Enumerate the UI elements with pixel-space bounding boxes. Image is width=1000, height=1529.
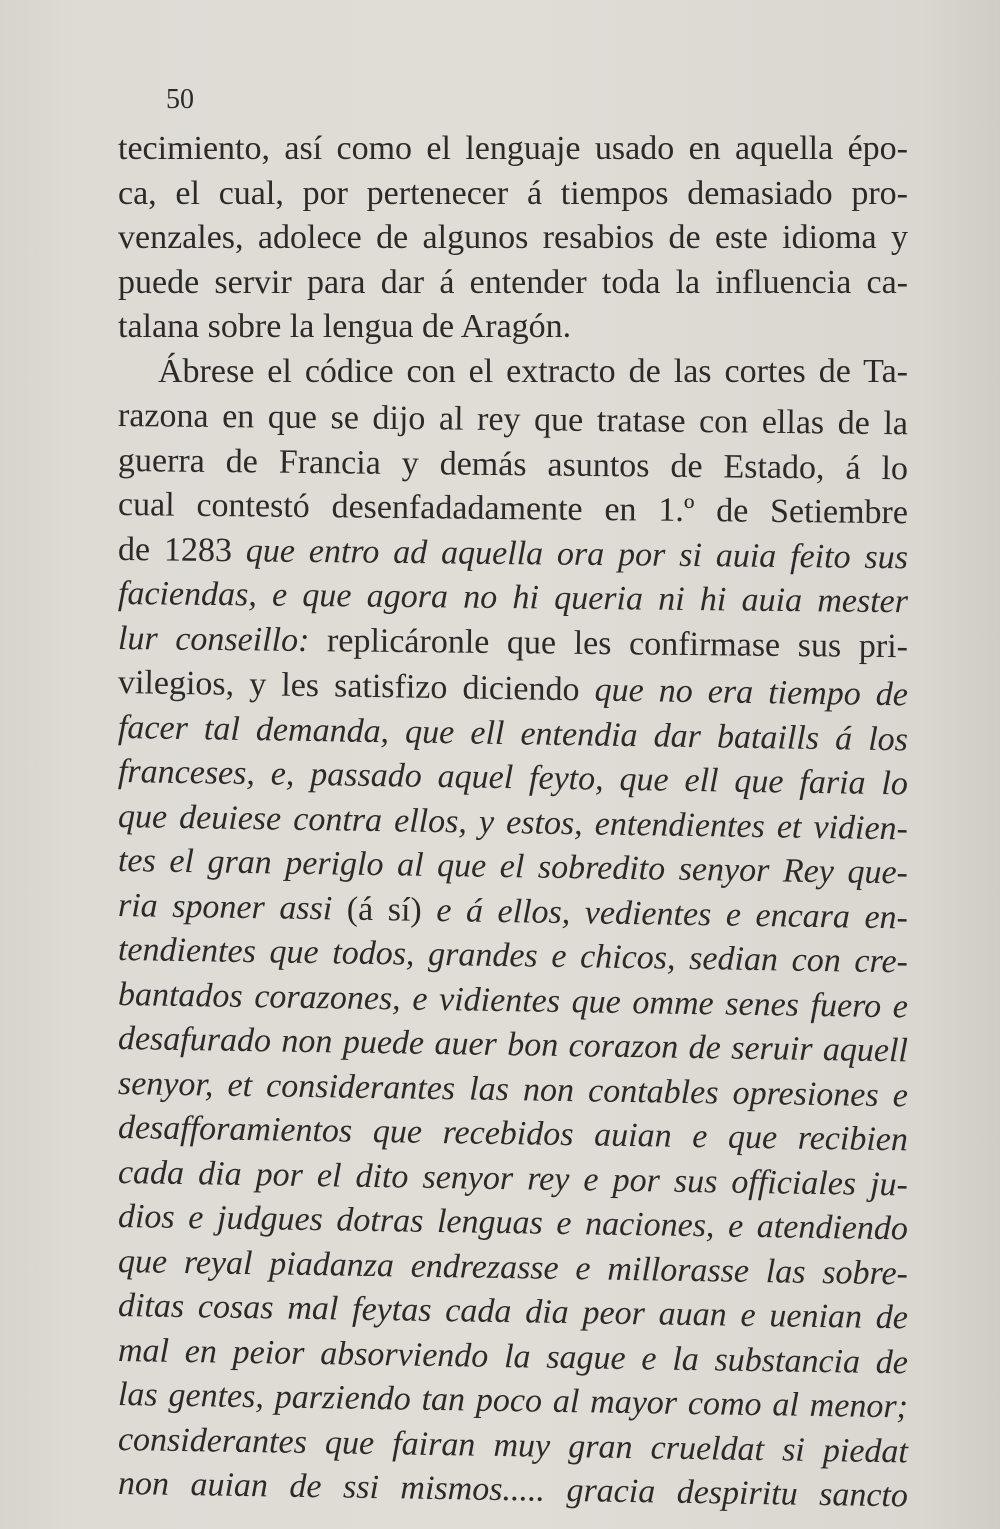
italic-quote-segment: franceses, e, passado aquel feyto, que ell que faria lo xyxy=(117,753,909,803)
italic-quote-segment: cada dia por el dito senyor rey e por sus officiales ju- xyxy=(117,1153,909,1203)
text-line xyxy=(118,261,908,306)
italic-quote-segment: considerantes que fairan muy gran crueldat si piedat xyxy=(117,1420,909,1470)
text-line xyxy=(118,172,908,217)
text-segment: talana sobre la lengua de Aragón. xyxy=(118,308,572,345)
italic-quote-segment: que reyal piadanza endrezasse e millorasse las sobre- xyxy=(117,1242,909,1292)
text-line xyxy=(118,572,908,625)
text-segment: cual contestó desenfadadamente en 1.º de Setiembre xyxy=(117,486,909,532)
text-line xyxy=(118,617,908,670)
text-line xyxy=(118,350,908,395)
italic-quote-segment: las gentes, parziendo tan poco al mayor como al menor; xyxy=(117,1376,909,1426)
italic-quote-segment: que entro ad aquella ora por si auia feito sus xyxy=(245,531,909,576)
italic-quote-segment: desafurado non puede auer bon corazon de seruir aquell xyxy=(117,1020,909,1070)
italic-quote-segment: ditas cosas mal feytas cada dia peor auan e uenian de xyxy=(117,1287,909,1337)
text-segment: Ábrese el códice con el extracto de las cortes de Ta- xyxy=(158,352,908,390)
italic-quote-segment: e á ellos, vedientes e encara en- xyxy=(421,891,909,936)
text-segment: vilegios, y les satisfizo diciendo xyxy=(117,664,595,709)
text-segment: venzales, adolece de algunos resabios de este idioma y xyxy=(118,219,908,256)
text-segment: (á sí) xyxy=(346,890,423,929)
italic-quote-segment: bantados corazones, e vidientes que omme senes fuero e xyxy=(117,975,909,1025)
italic-quote-segment: tes el gran periglo al que el sobredito senyor Rey que- xyxy=(117,842,909,892)
italic-quote-segment: senyor, et considerantes las non contables opresiones e xyxy=(117,1064,909,1114)
text-line xyxy=(118,394,908,447)
italic-quote-segment: desafforamientos que recebidos auian e que recibien xyxy=(117,1109,909,1159)
italic-quote-segment: que deuiese contra ellos, y estos, entendientes et vidien- xyxy=(117,797,909,847)
italic-quote-segment: ria sponer assi xyxy=(117,886,348,928)
italic-quote-segment: mal en peior absorviendo la sague e la substancia de xyxy=(117,1331,909,1381)
italic-quote-segment: lur conseillo: xyxy=(117,619,310,659)
italic-quote-segment: faciendas, e que agora no hi queria ni hi auia mester xyxy=(117,575,909,621)
text-segment: puede servir para dar á entender toda la influencia ca- xyxy=(118,263,908,301)
text-segment: replicáronle que les confirmase sus pri- xyxy=(309,621,909,665)
italic-quote-segment: non auian de ssi mismos..... gracia despiritu sancto xyxy=(117,1465,909,1515)
italic-quote-segment: tendientes que todos, grandes e chicos, sedian con cre- xyxy=(117,931,909,981)
page-number: 50 xyxy=(166,84,194,115)
text-line xyxy=(118,305,908,350)
text-line xyxy=(118,127,908,172)
body-text xyxy=(117,127,909,1515)
text-line xyxy=(118,216,908,261)
text-line xyxy=(118,483,908,536)
italic-quote-segment: facer tal demanda, que ell entendia dar bataills á los xyxy=(117,708,909,758)
italic-quote-segment: dios e judgues dotras lenguas e naciones, e atendiendo xyxy=(117,1198,909,1248)
text-segment: razona en que se dijo al rey que tratase con ellas de la xyxy=(117,397,909,443)
text-segment: ca, el cual, por pertenecer á tiempos demasiado pro- xyxy=(118,174,908,212)
text-segment: guerra de Francia y demás asuntos de Estado, á lo xyxy=(117,441,909,487)
text-segment: tecimiento, así como el lenguaje usado en aquella épo- xyxy=(118,130,908,167)
italic-quote-segment: que no era tiempo de xyxy=(594,671,909,714)
text-segment: de 1283 xyxy=(117,530,247,569)
